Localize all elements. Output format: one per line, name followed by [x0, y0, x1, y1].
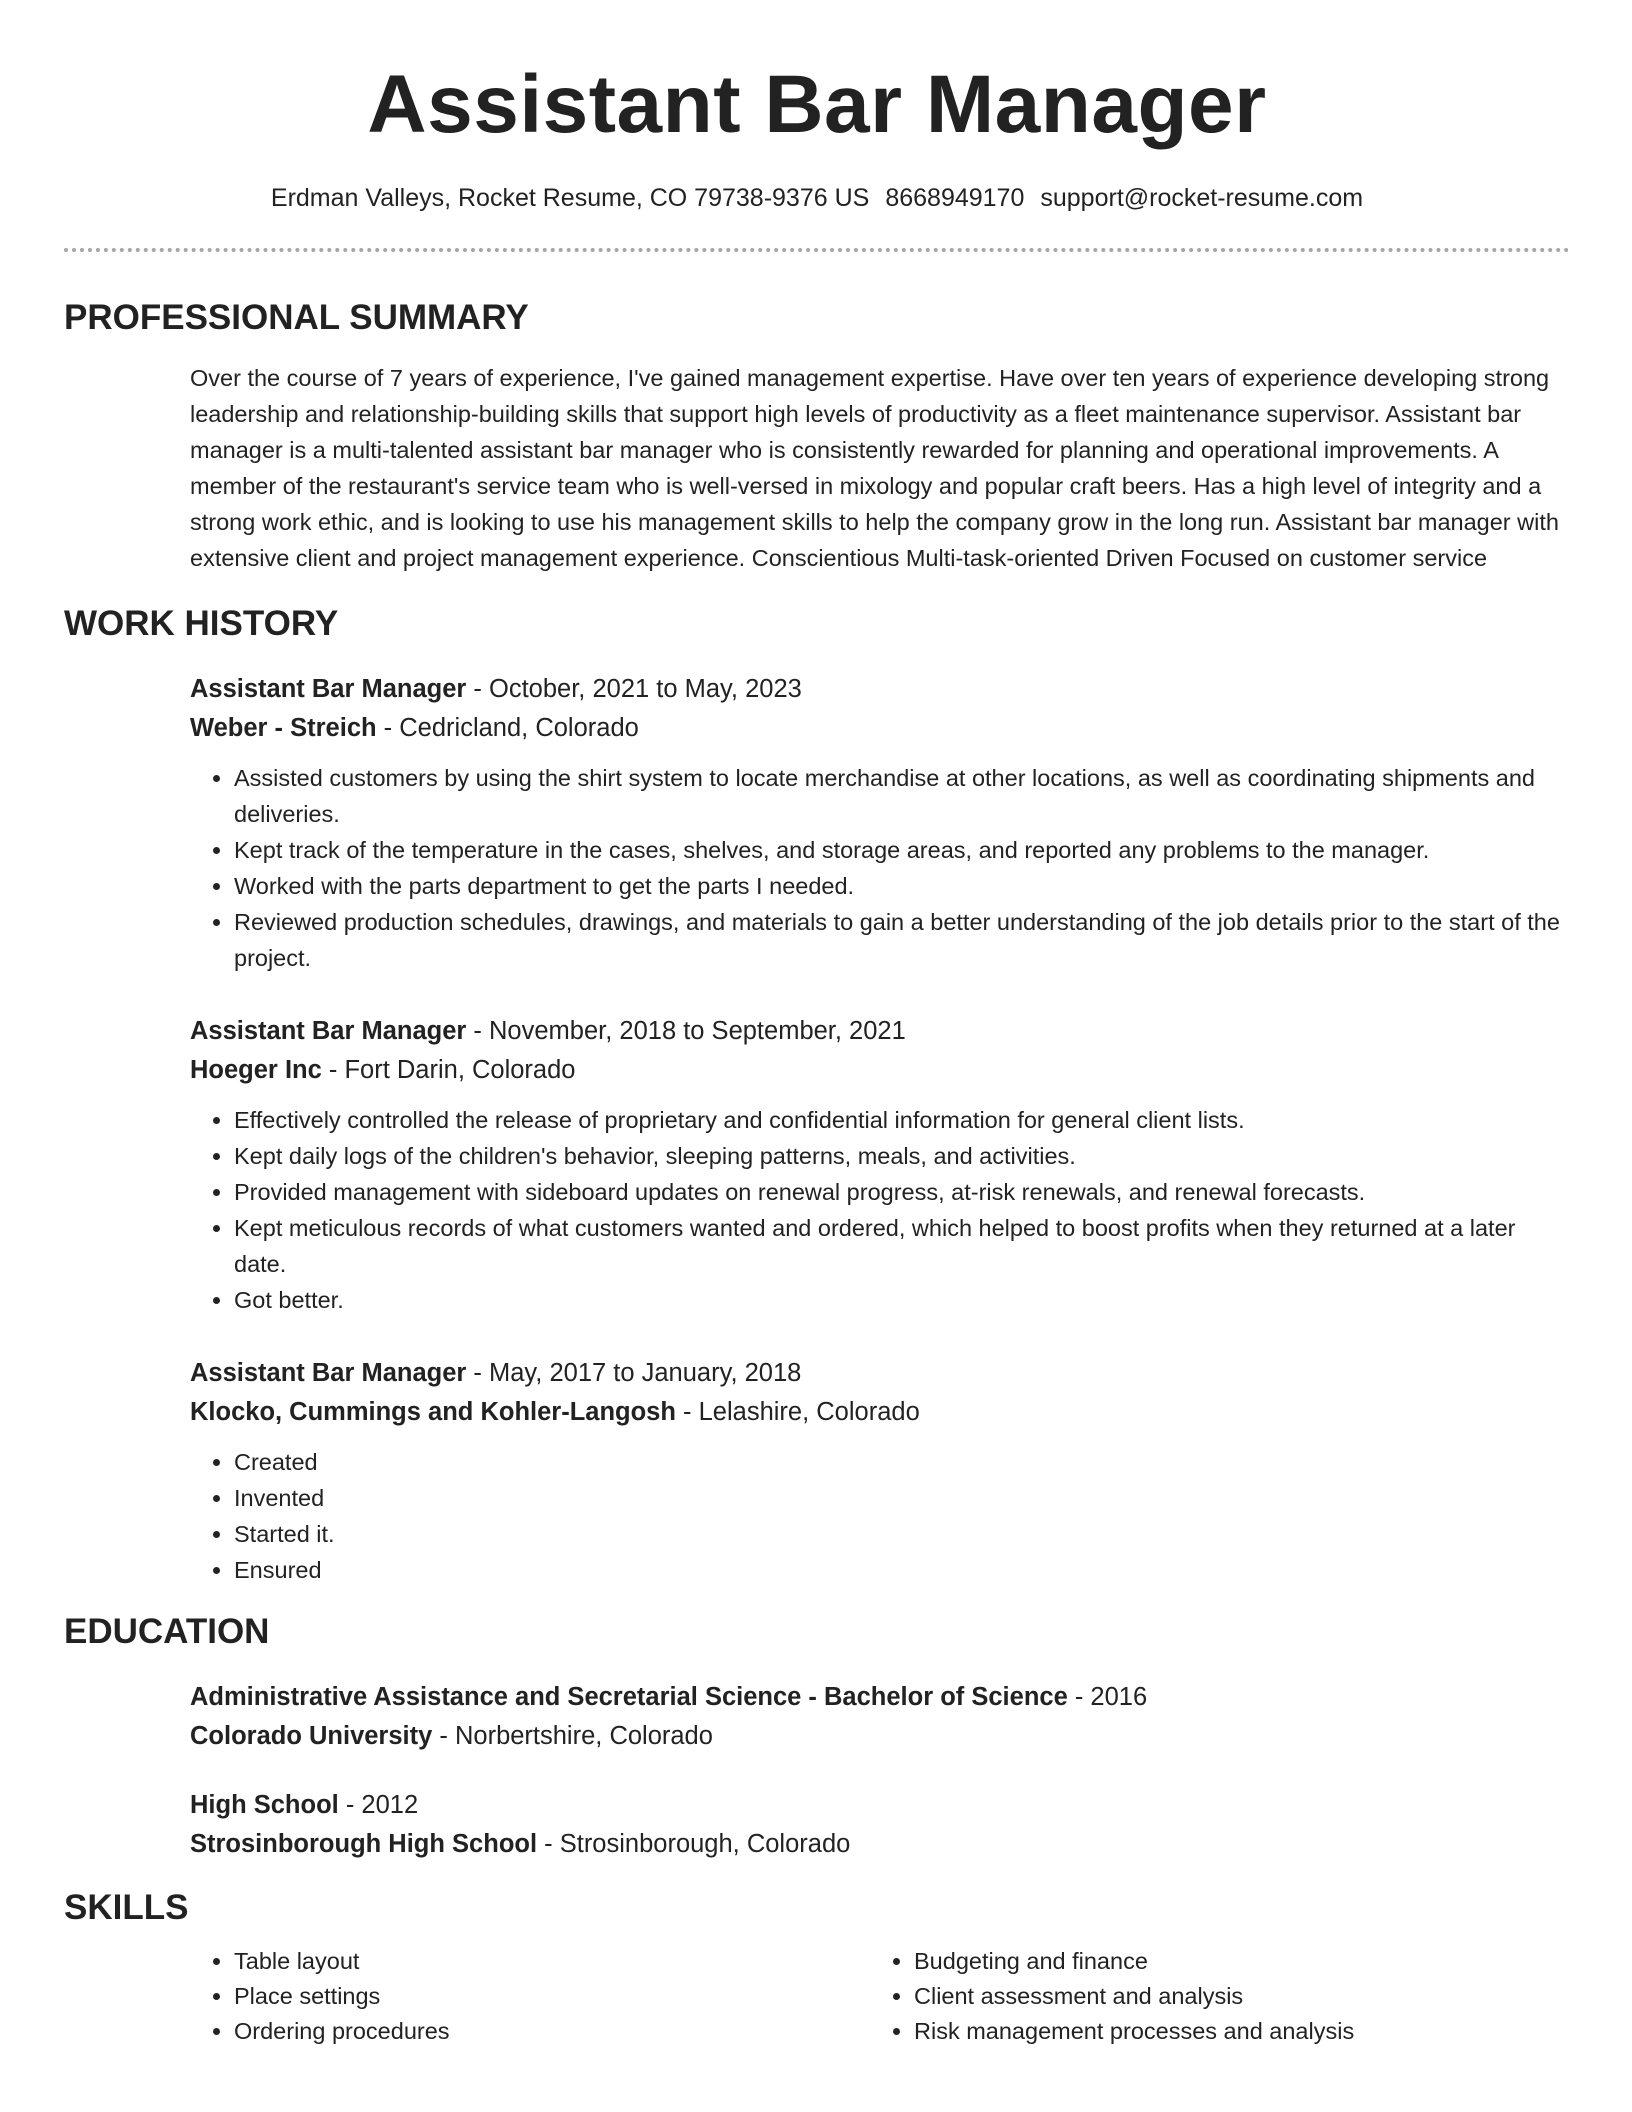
- school-name: Strosinborough High School: [190, 1830, 538, 1858]
- resume-page: [64, 0, 1570, 2049]
- job-bullet: • Ensured: [234, 1552, 1570, 1588]
- degree-year: - 2012: [338, 1791, 419, 1819]
- job-bullet: • Invented: [234, 1480, 1570, 1516]
- contact-address: Erdman Valleys, Rocket Resume, CO 79738-9376 US: [270, 184, 870, 212]
- job-bullet: • Worked with the parts department to get the parts I needed.: [234, 868, 1570, 904]
- education-section: [64, 1610, 1570, 1864]
- summary-heading: PROFESSIONAL SUMMARY: [64, 298, 529, 337]
- skills-heading: SKILLS: [64, 1888, 189, 1927]
- summary-section: [64, 296, 1570, 576]
- job-bullet: • Provided management with sideboard updates on renewal progress, at-risk renewals, and renewal forecasts.: [234, 1174, 1570, 1210]
- degree-name: Administrative Assistance and Secretarial Science - Bachelor of Science: [190, 1683, 1068, 1711]
- summary-text: Over the course of 7 years of experience, I've gained management expertise. Have over ten years of experience developing strong leadership and relationship-building skills that support high levels of productivity as a fleet maintenance supervisor. Assistant bar manager is a multi-talented assistant bar manager who is consistently rewarded for planning and operational improvements. A member of the restaurant's service team who is well-versed in mixology and popular craft beers. Has a high level of integrity and a strong work ethic, and is looking to use his management skills to help the company grow in the long run. Assistant bar manager with extensive client and project management experience. Conscientious Multi-task-oriented Driven Focused on customer service: [190, 365, 1559, 571]
- job-bullets: [190, 760, 1570, 976]
- job-entry: [190, 1012, 1570, 1318]
- school-line: [190, 1717, 1570, 1756]
- job-entry: [190, 670, 1570, 976]
- school-location: - Strosinborough, Colorado: [537, 1830, 851, 1858]
- job-bullet: • Kept meticulous records of what customers wanted and ordered, which helped to boost profits when they returned at a later date.: [234, 1210, 1570, 1282]
- skills-list-left: [190, 1944, 870, 2049]
- job-dates: - October, 2021 to May, 2023: [466, 675, 802, 703]
- job-bullet: • Started it.: [234, 1516, 1570, 1552]
- job-company: Weber - Streich: [190, 714, 377, 742]
- job-bullet: • Kept track of the temperature in the cases, shelves, and storage areas, and reported any problems to the manager.: [234, 832, 1570, 868]
- job-company-line: [190, 1051, 1570, 1090]
- school-name: Colorado University: [190, 1722, 433, 1750]
- education-entry: [190, 1786, 1570, 1864]
- degree-year: - 2016: [1067, 1683, 1148, 1711]
- job-company-line: [190, 709, 1570, 748]
- skill-item: • Risk management processes and analysis: [914, 2014, 1550, 2049]
- job-company: Klocko, Cummings and Kohler-Langosh: [190, 1398, 676, 1426]
- degree-line: [190, 1786, 1570, 1825]
- skill-item: • Place settings: [234, 1979, 870, 2014]
- skill-item: • Client assessment and analysis: [914, 1979, 1550, 2014]
- skill-item: • Budgeting and finance: [914, 1944, 1550, 1979]
- job-title-line: [190, 670, 1570, 709]
- job-location: - Fort Darin, Colorado: [321, 1056, 576, 1084]
- job-bullet: • Got better.: [234, 1282, 1570, 1318]
- job-dates: - May, 2017 to January, 2018: [466, 1359, 802, 1387]
- job-company: Hoeger Inc: [190, 1056, 322, 1084]
- job-title: Assistant Bar Manager: [190, 1359, 467, 1387]
- job-bullet: • Kept daily logs of the children's behavior, sleeping patterns, meals, and activities.: [234, 1138, 1570, 1174]
- job-bullet: • Assisted customers by using the shirt system to locate merchandise at other locations, as well as coordinating shipments and deliveries.: [234, 760, 1570, 832]
- skills-list-right: [870, 1944, 1550, 2049]
- job-dates: - November, 2018 to September, 2021: [466, 1017, 906, 1045]
- skill-item: • Table layout: [234, 1944, 870, 1979]
- school-line: [190, 1825, 1570, 1864]
- job-title: Assistant Bar Manager: [190, 675, 467, 703]
- contact-email[interactable]: support@rocket-resume.com: [1040, 184, 1364, 212]
- job-bullets: [190, 1444, 1570, 1588]
- job-title-line: [190, 1354, 1570, 1393]
- resume-title: Assistant Bar Manager: [367, 59, 1267, 150]
- contact-line: [64, 182, 1570, 214]
- work-history-section: [64, 602, 1570, 1588]
- work-history-heading: WORK HISTORY: [64, 604, 339, 643]
- job-bullet: • Reviewed production schedules, drawings, and materials to gain a better understanding of the job details prior to the start of the project.: [234, 904, 1570, 976]
- skill-item: • Ordering procedures: [234, 2014, 870, 2049]
- header-divider: [64, 248, 1570, 252]
- skills-columns: [190, 1944, 1570, 2049]
- job-bullets: [190, 1102, 1570, 1318]
- job-company-line: [190, 1393, 1570, 1432]
- degree-name: High School: [190, 1791, 339, 1819]
- job-title: Assistant Bar Manager: [190, 1017, 467, 1045]
- job-location: - Lelashire, Colorado: [675, 1398, 920, 1426]
- education-entry: [190, 1678, 1570, 1756]
- job-title-line: [190, 1012, 1570, 1051]
- job-entry: [190, 1354, 1570, 1588]
- contact-phone: 8668949170: [885, 184, 1025, 212]
- job-bullet: • Effectively controlled the release of proprietary and confidential information for general client lists.: [234, 1102, 1570, 1138]
- degree-line: [190, 1678, 1570, 1717]
- skills-section: [64, 1886, 1570, 2049]
- education-heading: EDUCATION: [64, 1612, 270, 1651]
- job-location: - Cedricland, Colorado: [376, 714, 639, 742]
- job-bullet: • Created: [234, 1444, 1570, 1480]
- school-location: - Norbertshire, Colorado: [432, 1722, 713, 1750]
